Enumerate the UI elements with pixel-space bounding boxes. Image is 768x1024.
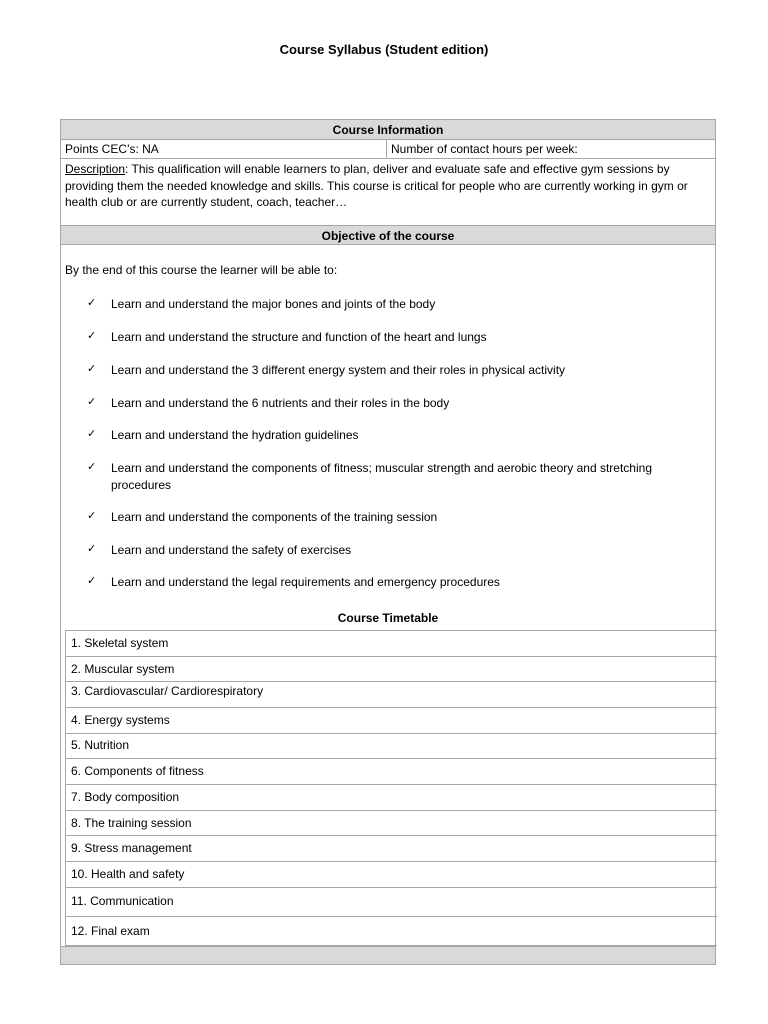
timetable-row-text: 4. Energy systems — [71, 713, 170, 727]
objective-text: Learn and understand the major bones and joints of the body — [111, 297, 436, 311]
timetable-row-text: 12. Final exam — [71, 924, 150, 938]
check-icon: ✓ — [87, 542, 97, 555]
timetable-row-text: 6. Components of fitness — [71, 764, 204, 778]
timetable-title: Course Timetable — [337, 611, 439, 625]
objective-text: Learn and understand the components of fitness; muscular strength and aerobic theory and stretching procedures — [111, 461, 652, 492]
timetable-row-text: 9. Stress management — [71, 841, 192, 855]
timetable-row-text: 3. Cardiovascular/ Cardiorespiratory — [71, 684, 264, 698]
timetable-row-text: 11. Communication — [71, 894, 174, 908]
timetable-row — [65, 916, 717, 945]
objectives-intro: By the end of this course the learner will be able to: — [65, 263, 338, 277]
timetable-row — [65, 681, 717, 707]
check-icon: ✓ — [87, 427, 97, 440]
check-icon: ✓ — [87, 574, 97, 587]
timetable-row-text: 2. Muscular system — [71, 662, 175, 676]
objective-text: Learn and understand the safety of exercises — [111, 543, 352, 557]
timetable-row — [65, 887, 717, 916]
check-icon: ✓ — [87, 362, 97, 375]
timetable-row — [65, 835, 717, 861]
objective-text: Learn and understand the hydration guidelines — [111, 428, 359, 442]
description-text: : This qualification will enable learners to plan, deliver and evaluate safe and effective gym sessions by providing them the needed knowledge and skills. This course is critical for people who are currently working in gym or health club or are currently student, coach, teacher… — [65, 162, 688, 209]
timetable-row — [65, 784, 717, 810]
course-info-row — [61, 140, 715, 159]
timetable-row — [65, 630, 717, 656]
points-cell: Points CEC’s: NA — [61, 140, 387, 158]
timetable-row — [65, 707, 717, 733]
objective-text: Learn and understand the components of the training session — [111, 510, 438, 524]
syllabus-table — [60, 119, 716, 965]
description-label: Description — [65, 162, 126, 176]
timetable-row — [65, 810, 717, 835]
check-icon: ✓ — [87, 296, 97, 309]
timetable-row-text: 8. The training session — [71, 816, 192, 830]
timetable-row — [65, 861, 717, 887]
check-icon: ✓ — [87, 460, 97, 473]
objective-text: Learn and understand the structure and function of the heart and lungs — [111, 330, 487, 344]
objective-header: Objective of the course — [61, 225, 715, 245]
objective-text: Learn and understand the legal requirements and emergency procedures — [111, 575, 500, 589]
timetable-row-text: 5. Nutrition — [71, 738, 130, 752]
timetable-row-text: 10. Health and safety — [71, 867, 185, 881]
timetable-row — [65, 656, 717, 681]
timetable-row-text: 7. Body composition — [71, 790, 180, 804]
table-footer-band — [61, 946, 715, 964]
timetable-row — [65, 758, 717, 784]
contact-hours-cell: Number of contact hours per week: — [391, 142, 578, 156]
objective-text: Learn and understand the 6 nutrients and their roles in the body — [111, 396, 450, 410]
check-icon: ✓ — [87, 509, 97, 522]
timetable-row — [65, 733, 717, 758]
course-description — [65, 161, 713, 211]
document-title: Course Syllabus (Student edition) — [279, 42, 489, 57]
check-icon: ✓ — [87, 395, 97, 408]
objective-text: Learn and understand the 3 different energy system and their roles in physical activity — [111, 363, 566, 377]
check-icon: ✓ — [87, 329, 97, 342]
course-information-header: Course Information — [61, 120, 715, 140]
timetable-row-text: 1. Skeletal system — [71, 636, 169, 650]
